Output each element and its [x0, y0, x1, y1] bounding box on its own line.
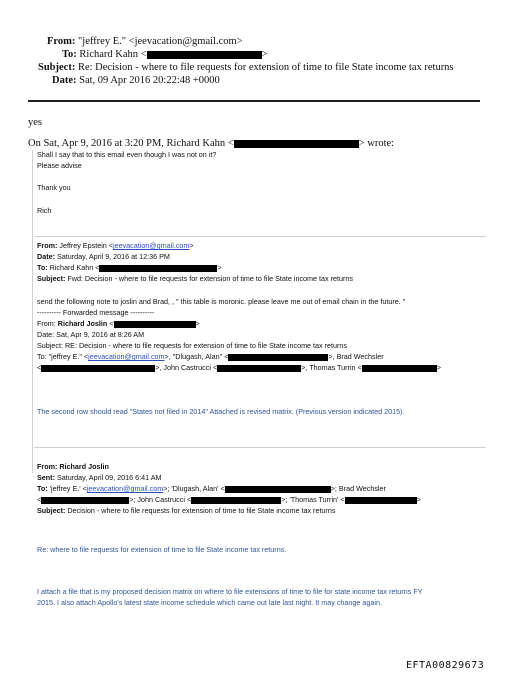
joslin-to-mid1: >, "Dlugash, Alan" < — [164, 352, 229, 361]
orig-subject-value: Decision - where to file requests for extension of time to file State income tax returns — [67, 506, 336, 515]
rich-line-2: Please advise — [37, 161, 82, 170]
footer-document-id: EFTA00829673 — [406, 660, 485, 671]
to-label: To: — [62, 49, 77, 60]
quote-intro — [28, 138, 394, 149]
redaction-bar — [217, 365, 301, 372]
redaction-bar — [41, 497, 129, 504]
joslin-from-lt: < — [107, 319, 114, 328]
orig-to-mid1: >; 'Dlugash, Alan' < — [163, 484, 225, 493]
orig-subject-line — [37, 505, 335, 516]
orig-sent-label: Sent: — [37, 473, 55, 482]
top-to-line — [62, 48, 268, 62]
orig-to-label: To: — [37, 484, 48, 493]
joslin-cc-line — [37, 362, 441, 373]
section-divider-1 — [34, 236, 486, 237]
redaction-bar — [225, 486, 331, 493]
fwd-subject-line — [37, 273, 353, 284]
from-label: From: — [47, 36, 76, 47]
joslin-cc-mid1: >, John Castrucci < — [155, 363, 218, 372]
top-date-line — [52, 74, 220, 88]
orig-cc-mid1: >; John Castrucci < — [129, 495, 192, 504]
orig-from-text: From: Richard Joslin — [37, 462, 109, 471]
to-prefix: Richard Kahn < — [79, 49, 147, 60]
joslin-to-email-link[interactable]: jeevacation@gmail.com — [88, 352, 165, 361]
rich-line-4: Rich — [37, 206, 52, 215]
redaction-bar — [228, 354, 328, 361]
orig-sent-line — [37, 472, 162, 483]
orig-to-mid2: >; Brad Wechsler — [330, 484, 386, 493]
fwd-date-label: Date: — [37, 252, 55, 261]
fwd-date-line — [37, 251, 170, 262]
joslin-to-mid2: >, Brad Wechsler — [328, 352, 384, 361]
quote-intro-suffix: > wrote: — [358, 138, 395, 149]
fwd-to-label: To: — [37, 263, 48, 272]
joslin-from-prefix: From: — [37, 319, 58, 328]
joslin-cc-lt: < — [37, 363, 42, 372]
joslin-to-prefix: To: "jeffrey E." < — [37, 352, 89, 361]
orig-to-email-link[interactable]: jeevacation@gmail.com — [86, 484, 164, 493]
joslin-to-line — [37, 351, 384, 362]
orig-body-line-1: I attach a file that is my proposed decision matrix on where to file extensions of time to file for state income tax returns FY — [37, 587, 423, 596]
orig-cc-lt: < — [37, 495, 42, 504]
fwd-subject-value: Fwd: Decision - where to file requests for extension of time to file State income tax returns — [67, 274, 353, 283]
joslin-date-line: Date: Sat, Apr 9, 2016 at 8:26 AM — [37, 330, 145, 339]
joslin-cc-mid2: >, Thomas Turrin < — [301, 363, 362, 372]
redaction-bar — [41, 365, 155, 372]
orig-cc-line — [37, 494, 421, 505]
forwarded-marker: ---------- Forwarded message ---------- — [37, 308, 155, 317]
reply-body: yes — [28, 117, 42, 128]
quote-intro-prefix: On Sat, Apr 9, 2016 at 3:20 PM, Richard Kahn < — [28, 138, 234, 149]
fwd-from-close: > — [189, 241, 194, 250]
orig-sent-value: Saturday, April 09, 2016 6:41 AM — [56, 473, 162, 482]
orig-body-line-2: 2015. I also attach Apollo's latest state income schedule which came out late last night. It may change again. — [37, 598, 382, 607]
fwd-to-prefix: Richard Kahn < — [49, 263, 100, 272]
redaction-bar — [114, 321, 196, 328]
fwd-subject-label: Subject: — [37, 274, 66, 283]
subject-value: Re: Decision - where to file requests for extension of time to file State income tax returns — [77, 62, 454, 73]
redaction-bar — [191, 497, 281, 504]
fwd-date-value: Saturday, April 9, 2016 at 12:36 PM — [56, 252, 170, 261]
section-divider-2 — [34, 447, 486, 448]
date-label: Date: — [52, 75, 77, 86]
orig-cc-mid2: >; 'Thomas Turrin' < — [281, 495, 345, 504]
joslin-from-name: Richard Joslin — [57, 319, 108, 328]
redaction-bar — [362, 365, 437, 372]
joslin-subject-line: Subject: RE: Decision - where to file requests for extension of time to file State income tax returns — [37, 341, 348, 350]
top-subject-line — [38, 61, 454, 75]
orig-to-prefix: 'jeffrey E.' < — [49, 484, 87, 493]
orig-subject-label: Subject: — [37, 506, 66, 515]
to-suffix: > — [261, 49, 268, 60]
fwd-from-line — [37, 240, 194, 251]
orig-re-line: Re: where to file requests for extension of time to file State income tax returns. — [37, 545, 287, 554]
header-divider — [28, 100, 480, 102]
rich-line-1: Shall I say that to this email even though I was not on it? — [37, 150, 217, 159]
joslin-from-close: > — [195, 319, 200, 328]
date-value: Sat, 09 Apr 2016 20:22:48 +0000 — [79, 75, 220, 86]
subject-label: Subject: — [38, 62, 76, 73]
orig-cc-close: > — [416, 495, 421, 504]
fwd-note: send the following note to joslin and Brad, , " this table is moronic. please leave me out of email chain in the future. " — [37, 297, 406, 306]
from-value: "jeffrey E." <jeevacation@gmail.com> — [78, 36, 243, 47]
orig-from-line — [37, 461, 109, 472]
redaction-bar — [234, 140, 359, 148]
joslin-note: The second row should read "States not filed in 2014" Attached is revised matrix. (Previous version indicated 2015). — [37, 407, 405, 416]
fwd-to-suffix: > — [217, 263, 222, 272]
joslin-cc-close: > — [436, 363, 441, 372]
redaction-bar — [147, 51, 262, 59]
fwd-from-email-link[interactable]: jeevacation@gmail.com — [112, 241, 190, 250]
redaction-bar — [99, 265, 217, 272]
fwd-from-label: From: — [37, 241, 58, 250]
quote-left-border — [32, 150, 33, 473]
orig-to-line — [37, 483, 386, 494]
redaction-bar — [345, 497, 417, 504]
joslin-from-line — [37, 318, 200, 329]
fwd-to-line — [37, 262, 222, 273]
fwd-from-name: Jeffrey Epstein < — [59, 241, 113, 250]
rich-line-3: Thank you — [37, 183, 71, 192]
top-from-line — [47, 35, 243, 49]
